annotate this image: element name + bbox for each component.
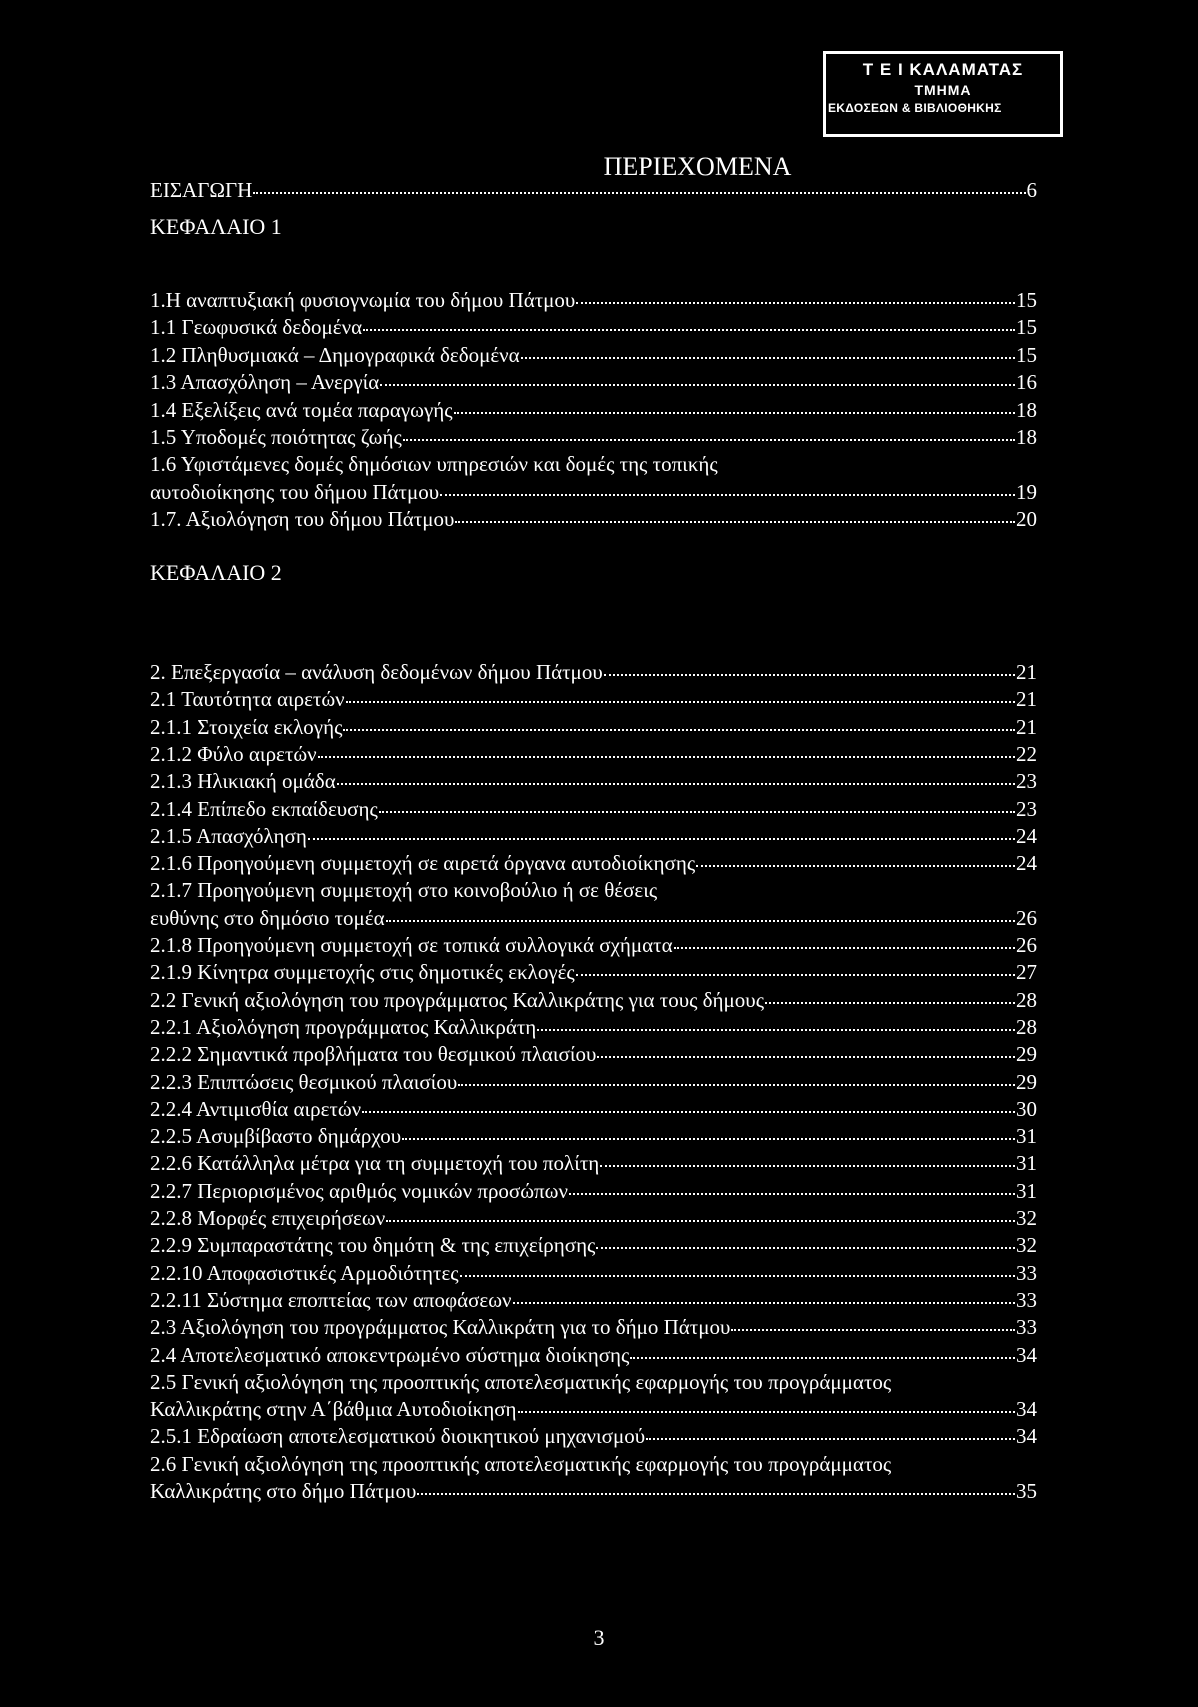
- toc-entry: 2.2.3 Επιπτώσεις θεσμικού πλαισίου 29: [150, 1069, 1037, 1094]
- toc-entry: Καλλικράτης στην Α΄βάθμια Αυτοδιοίκηση 34: [150, 1397, 1037, 1422]
- leader-dots: [380, 384, 1015, 386]
- toc-entry: 2.1.1 Στοιχεία εκλογής 21: [150, 714, 1037, 739]
- leader-dots: [386, 1220, 1015, 1222]
- toc-entry: 2.1.3 Ηλικιακή ομάδα 23: [150, 769, 1037, 794]
- toc-entry: 1.4 Εξελίξεις ανά τομέα παραγωγής 18: [150, 397, 1037, 422]
- toc-entry: 2.1 Ταυτότητα αιρετών 21: [150, 687, 1037, 712]
- toc-entry: 2.2.7 Περιορισμένος αριθμός νομικών προσώπων 31: [150, 1178, 1037, 1203]
- leader-dots: [458, 1084, 1015, 1086]
- leader-dots: [402, 1138, 1015, 1140]
- toc-entry-continued: 2.5 Γενική αξιολόγηση της προοπτικής αποτελεσματικής εφαρμογής του προγράμματος: [150, 1369, 892, 1394]
- toc-entry: 2.5.1 Εδραίωση αποτελεσματικού διοικητικού μηχανισμού 34: [150, 1424, 1037, 1449]
- toc-entry: 2.1.8 Προηγούμενη συμμετοχή σε τοπικά συλλογικά σχήματα 26: [150, 933, 1037, 957]
- toc-entry: Καλλικράτης στο δήμο Πάτμου 35: [150, 1479, 1037, 1503]
- leader-dots: [455, 521, 1015, 523]
- leader-dots: [731, 1329, 1015, 1331]
- toc-entry: 2.2.5 Ασυμβίβαστο δημάρχου 31: [150, 1124, 1037, 1149]
- toc-entry: αυτοδιοίκησης του δήμου Πάτμου 19: [150, 479, 1037, 504]
- leader-dots: [440, 494, 1015, 496]
- leader-dots: [386, 920, 1015, 922]
- toc-entry: 2.3 Αξιολόγηση του προγράμματος Καλλικράτη για το δήμο Πάτμου 33: [150, 1315, 1037, 1340]
- toc-entry-continued: 2.6 Γενική αξιολόγηση της προοπτικής αποτελεσματικής εφαρμογής του προγράμματος: [150, 1451, 892, 1476]
- leader-dots: [521, 357, 1015, 359]
- stamp-line-1: Τ Ε Ι ΚΑΛΑΜΑΤΑΣ: [862, 60, 1024, 79]
- toc-entry: ευθύνης στο δημόσιο τομέα 26: [150, 905, 1037, 930]
- leader-dots: [513, 1302, 1015, 1304]
- toc-entry: 1.1 Γεωφυσικά δεδομένα 15: [150, 315, 1037, 340]
- toc-entry: 1.5 Υποδομές ποιότητας ζωής 18: [150, 425, 1037, 449]
- toc-entry: 2.2.11 Σύστημα εποπτείας των αποφάσεων 33: [150, 1287, 1037, 1312]
- library-stamp: [823, 51, 1063, 137]
- leader-dots: [597, 1056, 1015, 1058]
- leader-dots: [518, 1411, 1016, 1413]
- leader-dots: [337, 783, 1015, 785]
- leader-dots: [674, 947, 1015, 949]
- toc-entry: 2.2.10 Αποφασιστικές Αρμοδιότητες 33: [150, 1260, 1037, 1285]
- leader-dots: [576, 302, 1015, 304]
- toc-entry: 2. Επεξεργασία – ανάλυση δεδομένων δήμου Πάτμου 21: [150, 660, 1037, 684]
- toc-entry: 1.3 Απασχόληση – Ανεργία 16: [150, 370, 1037, 395]
- leader-dots: [646, 1438, 1015, 1440]
- toc-entry: 2.2.8 Μορφές επιχειρήσεων 32: [150, 1206, 1037, 1230]
- leader-dots: [604, 674, 1015, 676]
- leader-dots: [600, 1165, 1015, 1167]
- stamp-line-3: ΕΚΔΟΣΕΩΝ & ΒΙΒΛΙΟΘΗΚΗΣ: [828, 100, 1002, 115]
- leader-dots: [765, 1002, 1015, 1004]
- leader-dots: [417, 1493, 1015, 1495]
- leader-dots: [454, 412, 1015, 414]
- toc-entry: 2.2.4 Αντιμισθία αιρετών 30: [150, 1096, 1037, 1121]
- leader-dots: [596, 1247, 1015, 1249]
- toc-entry: 2.2.6 Κατάλληλα μέτρα για τη συμμετοχή του πολίτη 31: [150, 1151, 1037, 1176]
- leader-dots: [576, 974, 1015, 976]
- toc-entry: 2.1.5 Απασχόληση 24: [150, 823, 1037, 848]
- toc-entry: 2.4 Αποτελεσματικό αποκεντρωμένο σύστημα διοίκησης 34: [150, 1342, 1037, 1367]
- leader-dots: [696, 865, 1015, 867]
- toc-entry: 2.2 Γενική αξιολόγηση του προγράμματος Καλλικράτης για τους δήμους 28: [150, 987, 1037, 1012]
- toc-title: ΠΕΡΙΕΧΟΜΕΝΑ: [603, 152, 792, 181]
- toc-entry: 1.7. Αξιολόγηση του δήμου Πάτμου 20: [150, 507, 1037, 532]
- toc-entry: 2.2.2 Σημαντικά προβλήματα του θεσμικού πλαισίου 29: [150, 1042, 1037, 1067]
- leader-dots: [343, 729, 1015, 731]
- leader-dots: [253, 192, 1025, 194]
- leader-dots: [362, 1111, 1015, 1113]
- toc-entry: 2.1.2 Φύλο αιρετών 22: [150, 741, 1037, 766]
- chapter-2-heading: ΚΕΦΑΛΑΙΟ 2: [150, 560, 282, 585]
- leader-dots: [569, 1193, 1015, 1195]
- toc-entry: 2.1.4 Επίπεδο εκπαίδευσης 23: [150, 796, 1037, 821]
- toc-entry: 2.1.9 Κίνητρα συμμετοχής στις δημοτικές εκλογές 27: [150, 960, 1037, 985]
- toc-entry-continued: 2.1.7 Προηγούμενη συμμετοχή στο κοινοβούλιο ή σε θέσεις: [150, 878, 658, 903]
- toc-entry: 2.2.1 Αξιολόγηση προγράμματος Καλλικράτη 28: [150, 1014, 1037, 1039]
- leader-dots: [363, 329, 1015, 331]
- page-number: 3: [593, 1625, 605, 1650]
- leader-dots: [403, 439, 1015, 441]
- leader-dots: [460, 1275, 1015, 1277]
- leader-dots: [318, 756, 1015, 758]
- toc-entry: 1.2 Πληθυσμιακά – Δημογραφικά δεδομένα 15: [150, 342, 1037, 367]
- leader-dots: [346, 701, 1015, 703]
- toc-entry-intro: ΕΙΣΑΓΩΓΗ 6: [150, 178, 1037, 202]
- toc-entry-continued: 1.6 Υφιστάμενες δομές δημόσιων υπηρεσιών και δομές της τοπικής: [150, 452, 718, 477]
- stamp-line-2: ΤΜΗΜΑ: [914, 81, 972, 98]
- toc-entry: 2.1.6 Προηγούμενη συμμετοχή σε αιρετά όργανα αυτοδιοίκησης 24: [150, 851, 1037, 876]
- leader-dots: [308, 838, 1015, 840]
- chapter-1-heading: ΚΕΦΑΛΑΙΟ 1: [150, 214, 282, 239]
- leader-dots: [379, 811, 1015, 813]
- leader-dots: [537, 1029, 1015, 1031]
- leader-dots: [630, 1357, 1015, 1359]
- toc-entry: 2.2.9 Συμπαραστάτης του δημότη & της επιχείρησης 32: [150, 1233, 1037, 1258]
- toc-entry: 1.Η αναπτυξιακή φυσιογνωμία του δήμου Πάτμου 15: [150, 288, 1037, 312]
